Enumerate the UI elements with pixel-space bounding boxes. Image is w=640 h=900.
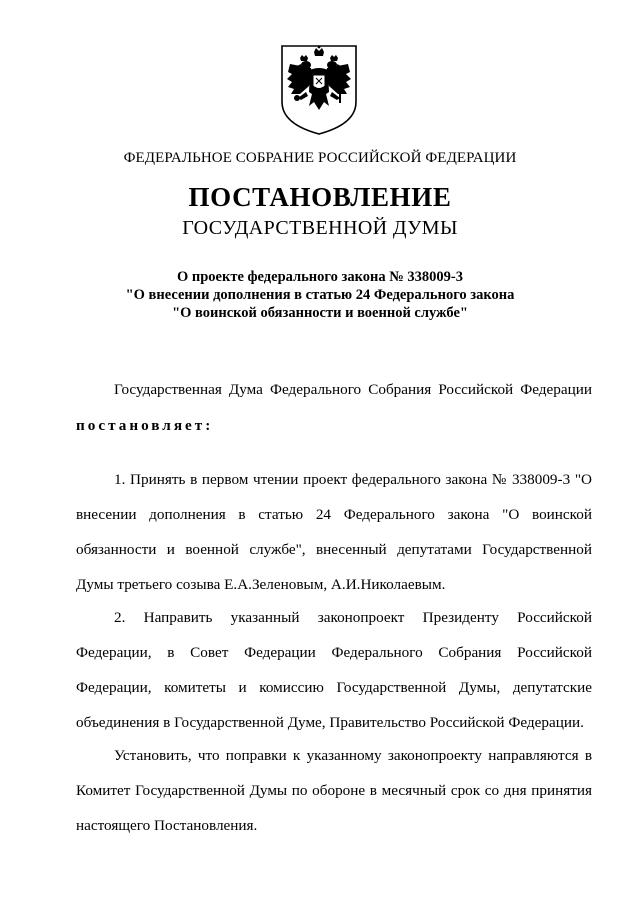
intro-paragraph [76,372,592,444]
organization-header: ФЕДЕРАЛЬНОЕ СОБРАНИЕ РОССИЙСКОЙ ФЕДЕРАЦИИ [123,150,517,166]
intro-text: Государственная Дума Федерального Собрания Российской Федерации [114,381,592,398]
resolution-word: постановляет: [76,417,214,434]
paragraph-3: Установить, что поправки к указанному законопроекту направляются в Комитет Государственной Думы по обороне в месячный срок со дня принятия настоящего Постановления. [76,747,592,834]
document-type-title: ПОСТАНОВЛЕНИЕ [188,182,452,212]
paragraph-2: 2. Направить указанный законопроект Президенту Российской Федерации, в Совет Федерации Федерального Собрания Российской Федерации, комитеты и комиссию Государственной Думы, депутатские объединения в Государственной Думе, Правительство Российской Федерации. [76,609,592,731]
document-subject [0,268,640,322]
coat-of-arms-emblem [276,42,362,136]
subject-line-2: "О внесении дополнения в статью 24 Федерального закона [125,287,515,303]
subject-line-3: "О воинской обязанности и военной службе" [172,305,468,321]
subject-line-1: О проекте федерального закона № 338009-3 [176,269,464,285]
document-issuer: ГОСУДАРСТВЕННОЙ ДУМЫ [182,217,458,239]
paragraph-1: 1. Принять в первом чтении проект федерального закона № 338009-3 "О внесении дополнения в статью 24 Федерального закона "О воинской обязанности и военной службе", внесенный депутатами Государственной Думы третьего созыва Е.А.Зеленовым, А.И.Николаевым. [76,471,592,593]
